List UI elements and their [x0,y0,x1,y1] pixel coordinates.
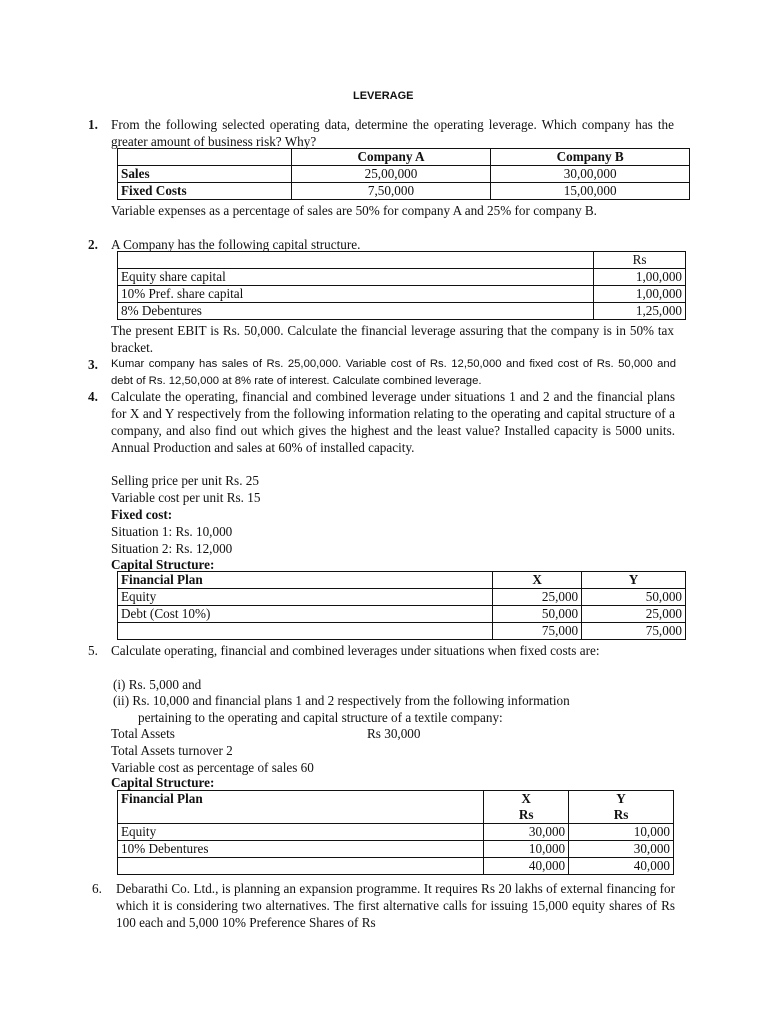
q2-header-rs: Rs [594,252,686,269]
question-2-number: 2. [88,237,98,252]
q4-cell: 25,000 [493,589,582,606]
q5-total: 40,000 [569,858,674,875]
q1-row-label: Fixed Costs [118,183,292,200]
q4-cell: 50,000 [582,589,686,606]
q2-cell: 1,25,000 [594,303,686,320]
q4-situation-1: Situation 1: Rs. 10,000 [111,524,233,539]
q4-header-y: Y [582,572,686,589]
q5-table [117,790,674,875]
q4-row-label: Debt (Cost 10%) [118,606,493,623]
question-6-text: Debarathi Co. Ltd., is planning an expansion programme. It requires Rs 20 lakhs of external financing for which it is considering two alternatives. The first alternative calls for issuing 15,000 equity shares of Rs 100 each and 5,000 10% Preference Shares of Rs [116,881,675,930]
q5-item-2: (ii) Rs. 10,000 and financial plans 1 and 2 respectively from the following information [113,693,570,708]
q5-subheader-y: Rs [569,807,674,824]
q4-selling-price: Selling price per unit Rs. 25 [111,473,259,488]
q2-row-label: Equity share capital [118,269,594,286]
q5-header-x: X [484,791,569,808]
q5-capital-label: Capital Structure: [111,775,215,790]
q4-header-x: X [493,572,582,589]
q5-total-assets-value: Rs 30,000 [367,726,421,741]
q5-cell: 30,000 [484,824,569,841]
q2-header-empty [118,252,594,269]
q4-total: 75,000 [493,623,582,640]
question-1-note: Variable expenses as a percentage of sales are 50% for company A and 25% for company B. [111,203,597,218]
q4-row-label [118,623,493,640]
q4-total: 75,000 [582,623,686,640]
q5-total-assets-label: Total Assets [111,726,175,741]
question-2-note: The present EBIT is Rs. 50,000. Calculate the financial leverage assuring that the company is in 50% tax bracket. [111,323,674,355]
q5-row-label [118,858,484,875]
q4-row-label: Equity [118,589,493,606]
question-4-text: Calculate the operating, financial and combined leverage under situations 1 and 2 and the financial plans for X and Y respectively from the following information relating to the operating and capital structure of a company, and also find out which gives the highest and the least value? Installed capacity is 5000 units. Annual Production and sales at 60% of installed capacity. [111,389,675,455]
q1-header-empty [118,149,292,166]
q5-header-y: Y [569,791,674,808]
q5-row-label: 10% Debentures [118,841,484,858]
question-1-text: From the following selected operating data, determine the operating leverage. Which company has the greater amount of business risk? Why? [111,117,674,149]
question-3-number: 3. [88,357,98,372]
q4-capital-label: Capital Structure: [111,557,215,572]
q1-row-label: Sales [118,166,292,183]
q2-cell: 1,00,000 [594,286,686,303]
q1-header-company-a: Company A [291,149,491,166]
question-3-text: Kumar company has sales of Rs. 25,00,000. Variable cost of Rs. 12,50,000 and fixed cost of Rs. 50,000 and debt of Rs. 12,50,000 at 8% rate of interest. Calculate combined leverage. [111,358,676,387]
q5-cell: 10,000 [569,824,674,841]
q1-cell: 15,00,000 [491,183,690,200]
q1-header-company-b: Company B [491,149,690,166]
q1-cell: 7,50,000 [291,183,491,200]
q2-row-label: 8% Debentures [118,303,594,320]
q4-cell: 50,000 [493,606,582,623]
q5-cell: 30,000 [569,841,674,858]
q5-turnover: Total Assets turnover 2 [111,743,233,758]
q4-variable-cost: Variable cost per unit Rs. 15 [111,490,261,505]
question-4-number: 4. [88,389,98,404]
q4-cell: 25,000 [582,606,686,623]
q5-header-plan: Financial Plan [118,791,484,824]
q4-header-plan: Financial Plan [118,572,493,589]
q5-row-label: Equity [118,824,484,841]
q1-table [117,148,690,200]
question-2-text: A Company has the following capital structure. [111,237,361,252]
q2-row-label: 10% Pref. share capital [118,286,594,303]
q1-cell: 30,00,000 [491,166,690,183]
question-1-number: 1. [88,117,98,132]
q5-item-2-continued: pertaining to the operating and capital structure of a textile company: [138,710,503,725]
q4-situation-2: Situation 2: Rs. 12,000 [111,541,233,556]
question-5-text: Calculate operating, financial and combined leverages under situations when fixed costs are: [111,643,600,658]
q1-cell: 25,00,000 [291,166,491,183]
page-title: LEVERAGE [353,90,414,102]
q4-fixed-cost-label: Fixed cost: [111,507,173,522]
q5-subheader-x: Rs [484,807,569,824]
q5-variable-cost: Variable cost as percentage of sales 60 [111,760,314,775]
q4-table [117,571,686,640]
q2-table [117,251,686,320]
q5-item-1: (i) Rs. 5,000 and [113,677,202,692]
question-5-number: 5. [88,643,98,658]
q5-cell: 10,000 [484,841,569,858]
q5-total: 40,000 [484,858,569,875]
q2-cell: 1,00,000 [594,269,686,286]
question-6-number: 6. [92,881,102,896]
